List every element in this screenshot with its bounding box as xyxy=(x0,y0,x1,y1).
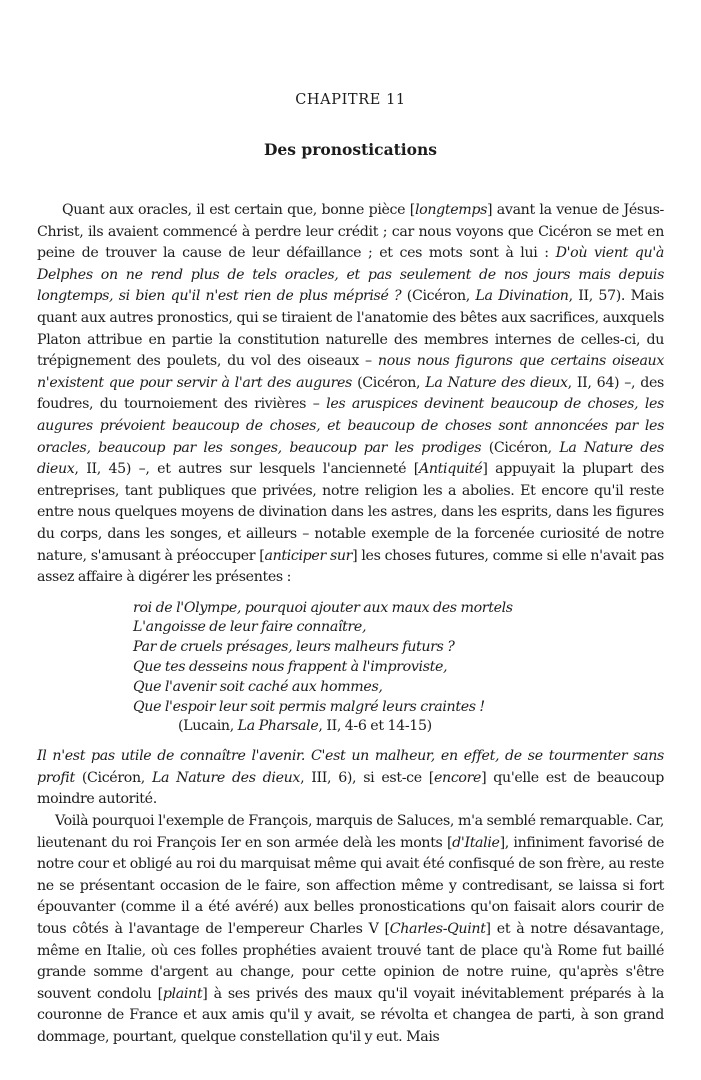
text-run: ] et à notre désavantage, même en Italie, où ces folles prophéties avaient trouvé tant de place qu'à Rome fut baillé grande somme d'argent au change, pour cette opinion de notre ruine, qu'après s'être souvent condolu [ xyxy=(37,921,664,1002)
italic-run: plaint xyxy=(162,985,203,1002)
text-run: , II, 45) –, et autres sur lesquels l'ancienneté [ xyxy=(74,461,419,478)
text-run: ] les choses futures, comme si elle n'avait pas assez affaire à digérer les présentes : xyxy=(37,547,664,586)
italic-run: longtemps xyxy=(414,202,488,218)
italic-run: encore xyxy=(434,769,482,786)
italic-run: anticiper sur xyxy=(264,547,353,564)
text-run: Voilà pourquoi l'exemple de François, marquis de Saluces, m'a semblé remarquable. Car, lieutenant du roi François Ier en son armée delà les monts [ xyxy=(37,813,664,851)
chapter-title: Des pronostications xyxy=(263,140,437,159)
text-run: , III, 6), si est-ce [ xyxy=(300,769,434,786)
text-run: , II, 64) –, des foudres, du tournoiement des rivières – xyxy=(37,374,664,413)
text-run: (Cicéron, xyxy=(401,288,476,305)
verse-line: L'angoisse de leur faire connaître, xyxy=(133,619,367,636)
text-run: (Cicéron, xyxy=(481,439,560,456)
text-run: ] avant la venue de Jésus-Christ, ils avaient commencé à perdre leur crédit ; car nous voyons que Cicéron se met en peine de trouver la cause de leur défaillance ; et ces mots sont à lui : xyxy=(37,202,664,262)
italic-run: La Nature des dieux xyxy=(425,374,568,391)
italic-run: Antiquité xyxy=(419,461,483,478)
verse-citation xyxy=(133,717,664,737)
text-run: ] appuyait la plupart des entreprises, tant publiques que privées, notre religion les a abolies. Et encore qu'il reste entre nous quelques moyens de divination dans les astres, dans les esprits, dans les figures du corps, dans les songes, et ailleurs – notable exemple de la forcenée curiosité de notre nature, s'amusant à préoccuper [ xyxy=(37,461,665,564)
italic-run: Charles-Quint xyxy=(389,921,486,938)
text-run: , II, 4-6 et 14-15) xyxy=(318,718,432,735)
italic-run: d'Italie xyxy=(452,834,500,851)
chapter-number: CHAPITRE 11 xyxy=(295,92,406,108)
body-text xyxy=(37,200,664,1049)
verse-line: Que l'avenir soit caché aux hommes, xyxy=(133,678,383,695)
text-run: (Lucain, xyxy=(178,718,238,735)
paragraph-1 xyxy=(37,200,664,589)
verse-line: Que tes desseins nous frappent à l'improviste, xyxy=(133,659,448,676)
verse-line: roi de l'Olympe, pourquoi ajouter aux maux des mortels xyxy=(133,599,513,616)
text-run: ] à ses privés des maux qu'il voyait inévitablement préparés à la couronne de France et aux amis qu'il y avait, se révolta et changea de parti, à son grand dommage, pourtant, quelque constellation qu'il y eut. Mais xyxy=(37,985,664,1045)
italic-quote: nous nous figurons que certains oiseaux n'existent que pour servir à l'art des augures xyxy=(37,353,664,391)
italic-run: La Nature des dieux xyxy=(151,769,301,786)
text-run: Quant aux oracles, il est certain que, bonne pièce [ xyxy=(62,202,415,218)
text-run: ] qu'elle est de beaucoup moindre autorité. xyxy=(37,769,664,808)
text-run: ], infiniment favorisé de notre cour et obligé au roi du marquisat même qui avait été confisqué de son frère, au reste ne se présentant occasion de le faire, son affection même y contredisant, se laissa si fort épouvanter (comme il a été avéré) aux belles pronostications qu'on faisait alors courir de tous côtés à l'avantage de l'empereur Charles V [ xyxy=(37,834,664,938)
verse-line: Que l'espoir leur soit permis malgré leurs craintes ! xyxy=(133,698,485,715)
paragraph-2 xyxy=(37,746,664,811)
paragraph-3 xyxy=(37,811,664,1049)
italic-run: La Nature des dieux xyxy=(37,439,664,478)
verse-quotation xyxy=(133,599,664,738)
text-run: (Cicéron, xyxy=(74,769,152,786)
verse-line: Par de cruels présages, leurs malheurs futurs ? xyxy=(133,639,455,656)
text-run: , II, 57). Mais quant aux autres pronostics, qui se tiraient de l'anatomie des bêtes aux sacrifices, auxquels Platon attribue en partie la constitution naturelle des membres internes de celles-ci, du trépignement des poulets, du vol des oiseaux – xyxy=(37,288,664,370)
italic-quote: les aruspices devinent beaucoup de choses, les augures prévoient beaucoup de choses, et beaucoup de choses sont annoncées par les oracles, beaucoup par les songes, beaucoup par les prodiges xyxy=(37,396,664,456)
italic-quote: Il n'est pas utile de connaître l'avenir. C'est un malheur, en effet, de se tourmenter sans profit xyxy=(37,748,664,786)
italic-run: La Divination xyxy=(475,288,569,305)
italic-quote: D'où vient qu'à Delphes on ne rend plus de tels oracles, et pas seulement de nos jours mais depuis longtemps, si bien qu'il n'est rien de plus méprisé ? xyxy=(37,245,664,305)
italic-run: La Pharsale xyxy=(237,718,319,735)
text-run: (Cicéron, xyxy=(352,374,426,391)
